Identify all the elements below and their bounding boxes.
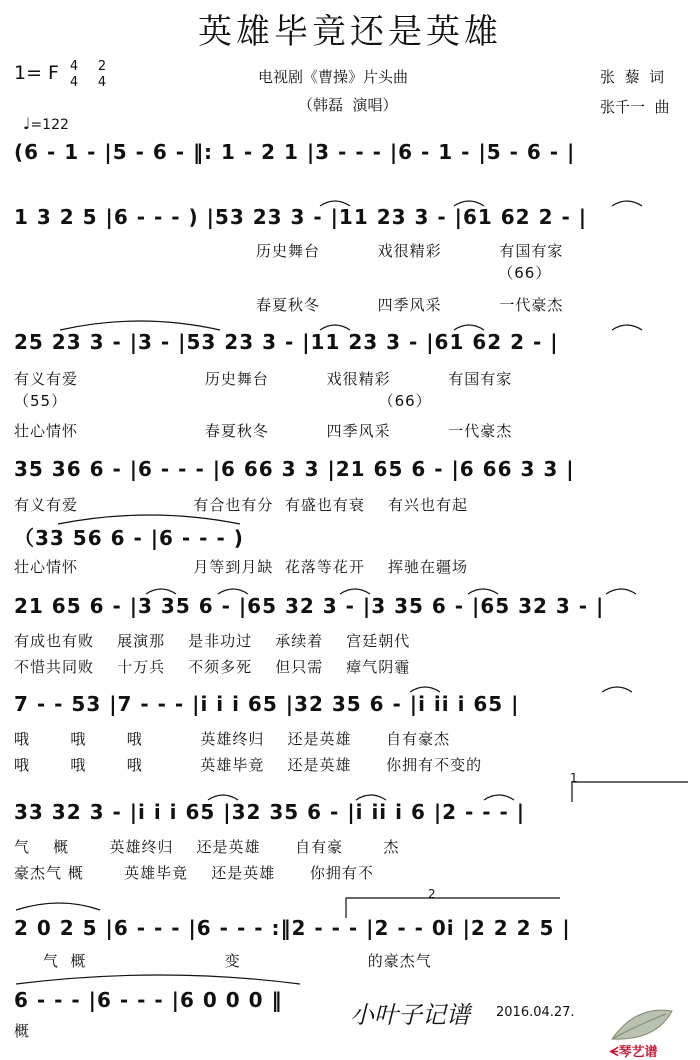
lyric-line: 气 概 变 的豪杰气 <box>14 952 432 970</box>
lyric-line: 壮心情怀 春夏秋冬 四季风采 一代豪杰 <box>14 422 513 440</box>
score-line-9: 6 - - - |6 - - - |6 0 0 0 ‖ <box>14 988 283 1012</box>
lyric-line: 历史舞台 戏很精彩 有国有家 <box>256 242 564 260</box>
score-line-8: 2 0 2 5 |6 - - - |6 - - - :‖2 - - - |2 - - 0i |2 2 2 5 | <box>14 916 571 940</box>
composer: 张千一 曲 <box>600 98 670 116</box>
lyricist: 张 藜 词 <box>600 68 665 86</box>
song-title: 英雄毕竟还是英雄 <box>198 12 502 52</box>
score-line-7: 33 32 3 - |i i i 65 |32 35 6 - |i ii i 6 |2 - - - | <box>14 800 526 824</box>
interlude-line: （33 56 6 - |6 - - - ) <box>14 526 244 550</box>
transcription-date: 2016.04.27. <box>496 1005 575 1020</box>
lyric-line: 不惜共同败 十万兵 不须多死 但只需 瘴气阴霾 <box>14 658 411 676</box>
site-logo: ᗕ琴艺谱 <box>609 1045 658 1060</box>
lyric-line: （55） （66） <box>14 392 432 410</box>
lyric-line: 哦 哦 哦 英雄毕竟 还是英雄 你拥有不变的 <box>14 756 483 774</box>
time-sig-denominator: 4 <box>69 75 79 90</box>
score-line-3: 25 23 3 - |3 - |53 23 3 - |11 23 3 - |61 62 2 - | <box>14 330 559 354</box>
quarter-note-icon: ♩ <box>22 114 31 133</box>
lyric-line: 有义有爱 有合也有分 有盛也有衰 有兴也有起 <box>14 496 468 514</box>
time-sig-numerator: 4 <box>69 59 79 74</box>
lyric-line: 壮心情怀 月等到月缺 花落等花开 挥驰在疆场 <box>14 558 468 576</box>
volta-label-2: 2 <box>428 887 436 901</box>
lyric-line: （66） <box>256 264 552 282</box>
lyric-line: 豪杰气 概 英雄毕竟 还是英雄 你拥有不 <box>14 864 374 882</box>
volta-bracket-1 <box>572 782 688 802</box>
volta-bracket-2 <box>346 898 560 918</box>
score-line-4: 35 36 6 - |6 - - - |6 66 3 3 |21 65 6 - |6 66 3 3 | <box>14 457 575 481</box>
time-sig-numerator: 2 <box>97 59 107 74</box>
score-line-1: (6 - 1 - |5 - 6 - ‖: 1 - 2 1 |3 - - - |6 - 1 - |5 - 6 - | <box>14 140 576 164</box>
key-signature: 1= F <box>14 62 59 84</box>
lyric-line: 有成也有败 展演那 是非功过 承续着 宫廷朝代 <box>14 632 411 650</box>
logo-mark-icon: ᗕ <box>609 1045 619 1060</box>
score-line-6: 7 - - 53 |7 - - - |i i i 65 |32 35 6 - |i ii i 65 | <box>14 692 520 716</box>
lyric-line: 有义有爱 历史舞台 戏很精彩 有国有家 <box>14 370 513 388</box>
lyric-line: 哦 哦 哦 英雄终归 还是英雄 自有豪杰 <box>14 730 451 748</box>
transcriber-signature: 小叶子记谱 <box>350 1001 470 1029</box>
slur-marks <box>16 201 642 984</box>
volta-label-1: 1 <box>570 771 578 785</box>
song-source: 电视剧《曹操》片头曲 <box>258 68 409 86</box>
tempo-marking: ♩=122 <box>22 114 69 133</box>
lyric-line: 春夏秋冬 四季风采 一代豪杰 <box>256 296 564 314</box>
score-line-5: 21 65 6 - |3 35 6 - |65 32 3 - |3 35 6 - |65 32 3 - | <box>14 594 605 618</box>
lyric-line: 概 <box>14 1022 31 1040</box>
score-line-2: 1 3 2 5 |6 - - - ) |53 23 3 - |11 23 3 - |61 62 2 - | <box>14 205 588 229</box>
performer: （韩磊 演唱） <box>298 96 398 114</box>
time-sig-denominator: 4 <box>97 75 107 90</box>
lyric-line: 气 概 英雄终归 还是英雄 自有豪 杰 <box>14 838 400 856</box>
